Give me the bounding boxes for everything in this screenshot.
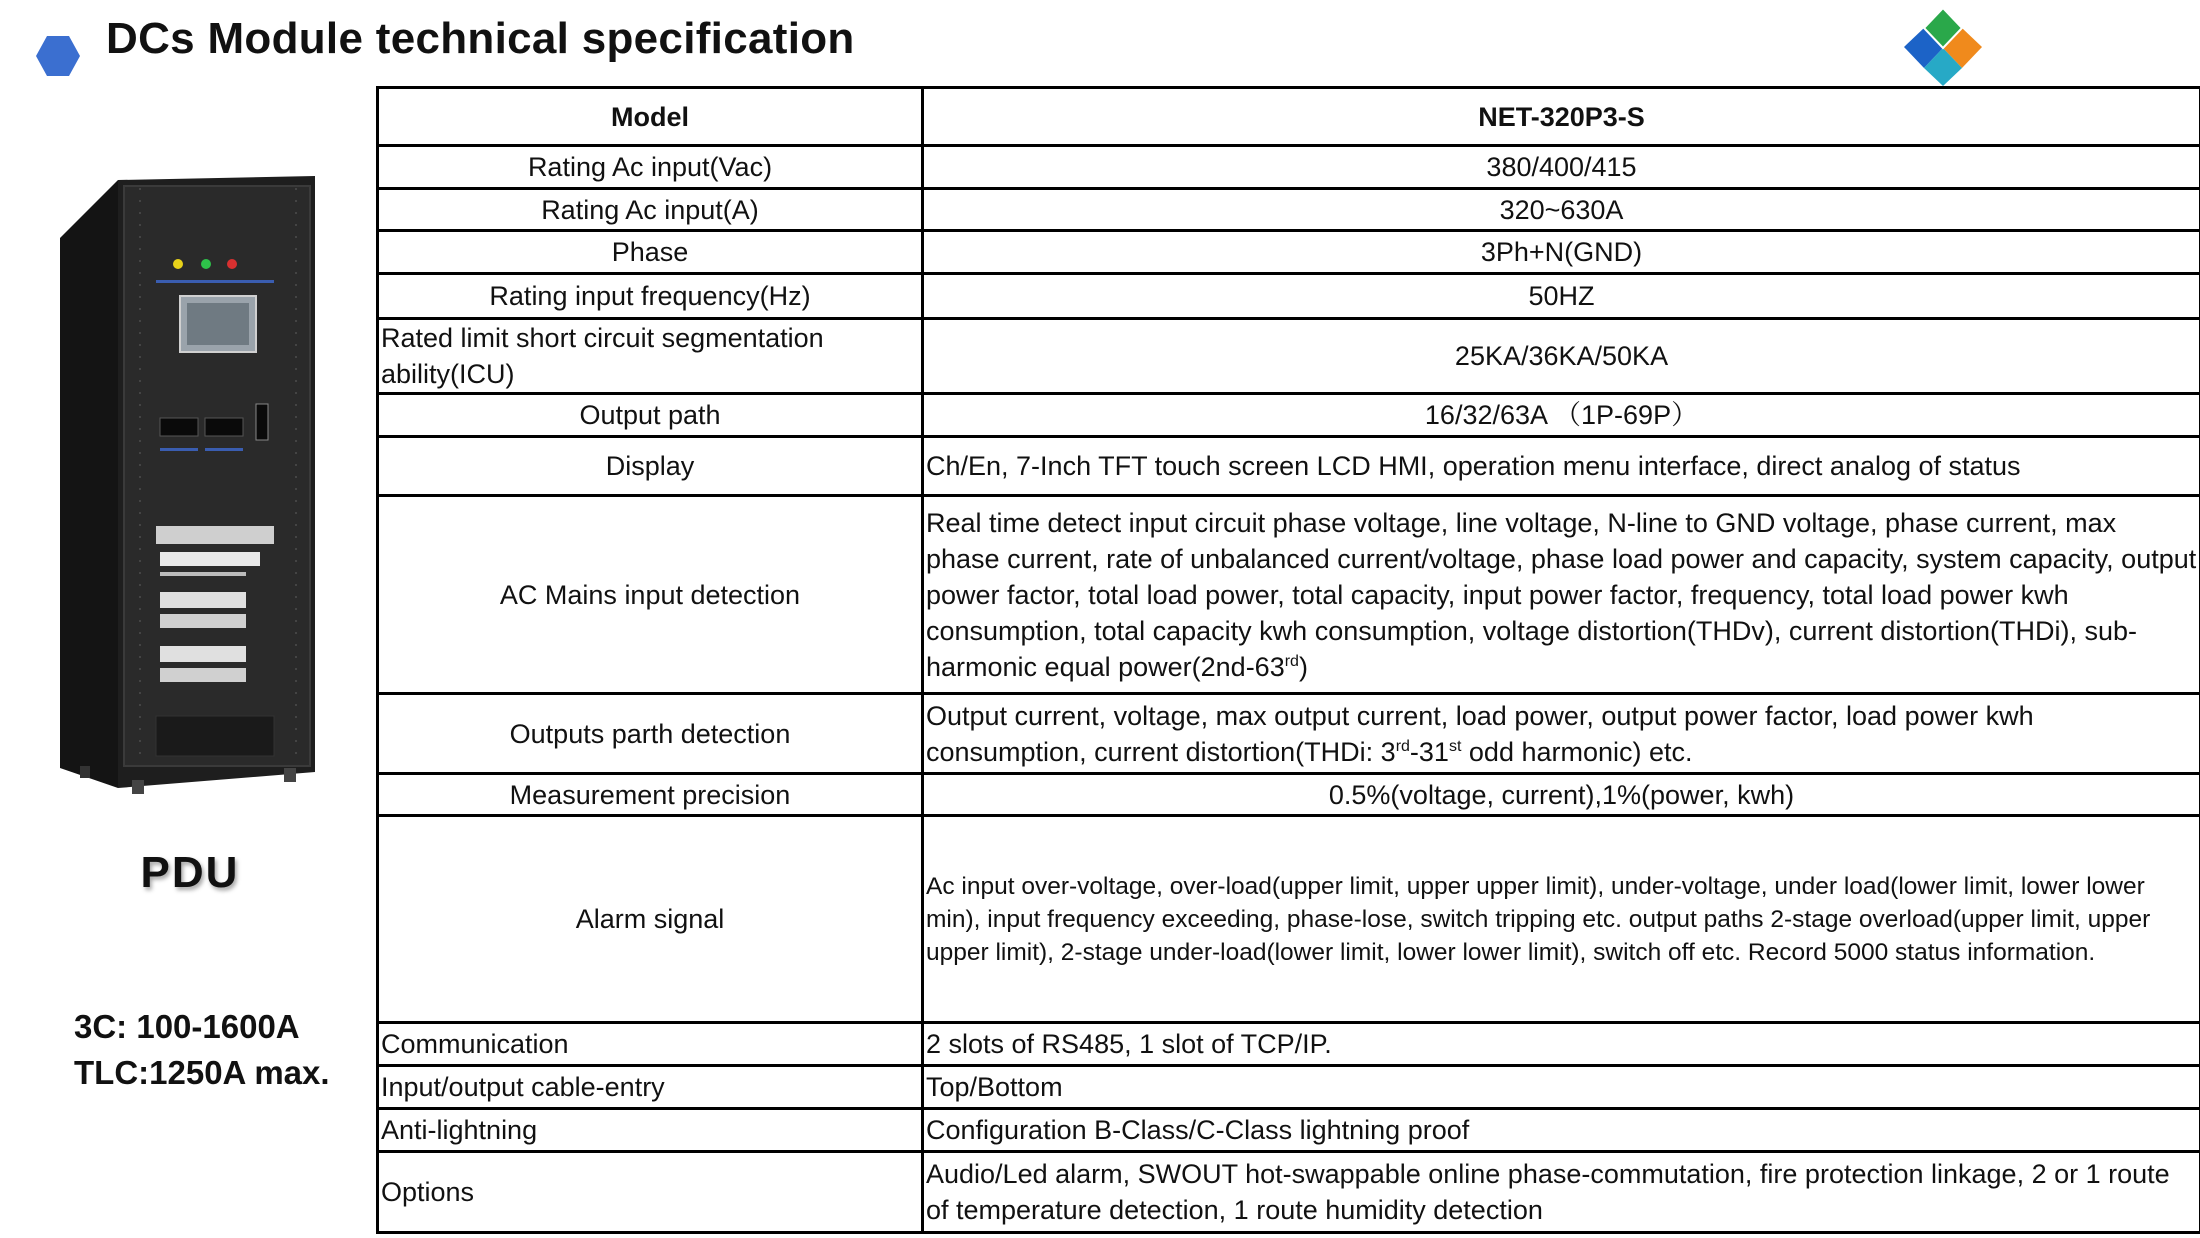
row-label: Rating Ac input(Vac) (378, 146, 923, 189)
row-value: 25KA/36KA/50KA (923, 319, 2200, 394)
row-value: Ch/En, 7-Inch TFT touch screen LCD HMI, operation menu interface, direct analog of status (923, 437, 2200, 496)
row-label: Rating input frequency(Hz) (378, 274, 923, 319)
row-label: Outputs parth detection (378, 694, 923, 774)
row-label: Rated limit short circuit segmentation ability(ICU) (378, 319, 923, 394)
table-row (378, 146, 2200, 189)
row-value: Ac input over-voltage, over-load(upper limit, upper upper limit), under-voltage, under load(lower limit, lower lower min), input frequency exceeding, phase-lose, switch tripping etc. output paths 2-stage overload(upper limit, upper upper limit), 2-stage under-load(lower limit, lower lower limit), switch off etc. Record 5000 status information. (923, 816, 2200, 1023)
rating-tlc: TLC:1250A max. (74, 1054, 330, 1091)
row-label: Communication (378, 1023, 923, 1066)
row-label: Anti-lightning (378, 1109, 923, 1152)
row-value: Audio/Led alarm, SWOUT hot-swappable online phase-commutation, fire protection linkage, 2 or 1 route of temperature detection, 1 route humidity detection (923, 1152, 2200, 1233)
table-row (378, 319, 2200, 394)
row-label: Display (378, 437, 923, 496)
row-label: Measurement precision (378, 774, 923, 816)
table-row (378, 694, 2200, 774)
row-value: NET-320P3-S (923, 88, 2200, 146)
row-label: Output path (378, 394, 923, 437)
row-value: Configuration B-Class/C-Class lightning proof (923, 1109, 2200, 1152)
row-label: Options (378, 1152, 923, 1233)
row-value: 3Ph+N(GND) (923, 231, 2200, 274)
table-row (378, 1109, 2200, 1152)
row-value: 0.5%(voltage, current),1%(power, kwh) (923, 774, 2200, 816)
company-logo (1902, 6, 1984, 88)
table-row (378, 231, 2200, 274)
row-value: Real time detect input circuit phase voltage, line voltage, N-line to GND voltage, phase current, max phase current, rate of unbalanced current/voltage, phase load power and capacity, system capacity, output power factor, total load power, total capacity, input power factor, frequency, total load power kwh consumption, total capacity kwh consumption, voltage distortion(THDv), current distortion(THDi), sub-harmonic equal power(2nd-63rd) (923, 496, 2200, 694)
row-label: Alarm signal (378, 816, 923, 1023)
page-title: DCs Module technical specification (106, 14, 855, 63)
row-label: Rating Ac input(A) (378, 189, 923, 231)
table-row (378, 88, 2200, 146)
row-label: Input/output cable-entry (378, 1066, 923, 1109)
rating-notes (74, 1004, 330, 1096)
table-row (378, 1023, 2200, 1066)
row-label: Phase (378, 231, 923, 274)
table-row (378, 496, 2200, 694)
row-value: 2 slots of RS485, 1 slot of TCP/IP. (923, 1023, 2200, 1066)
row-value: 380/400/415 (923, 146, 2200, 189)
row-value: 16/32/63A （1P-69P） (923, 394, 2200, 437)
row-value: Output current, voltage, max output current, load power, output power factor, load power kwh consumption, current distortion(THDi: 3rd-31st odd harmonic) etc. (923, 694, 2200, 774)
table-row (378, 394, 2200, 437)
row-label: AC Mains input detection (378, 496, 923, 694)
table-row (378, 1066, 2200, 1109)
pdu-cabinet-image (60, 168, 330, 818)
row-value: 320~630A (923, 189, 2200, 231)
row-value: 50HZ (923, 274, 2200, 319)
product-caption: PDU (140, 848, 240, 897)
title-bullet-hexagon-icon (36, 36, 80, 76)
table-row (378, 437, 2200, 496)
table-row (378, 816, 2200, 1023)
table-row (378, 274, 2200, 319)
row-label: Model (378, 88, 923, 146)
table-row (378, 774, 2200, 816)
table-row (378, 189, 2200, 231)
table-row (378, 1152, 2200, 1233)
rating-3c: 3C: 100-1600A (74, 1008, 300, 1045)
row-value: Top/Bottom (923, 1066, 2200, 1109)
specification-table (376, 86, 2200, 1234)
